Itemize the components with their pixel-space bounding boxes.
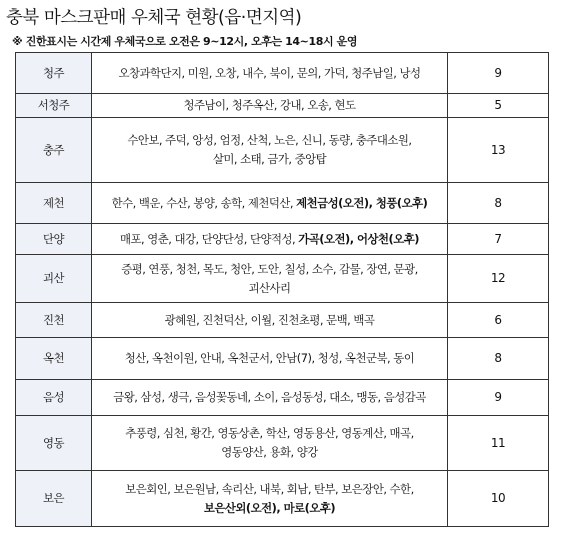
offices-cell (92, 183, 448, 224)
count-cell: 13 (448, 118, 549, 183)
offices-text: 보은회인, 보은원남, 속리산, 내북, 회남, 탄부, 보은장안, 수한, (125, 481, 414, 496)
offices-text: 금왕, 삼성, 생극, 음성꽃동네, 소이, 음성동성, 대소, 맹동, 음성감곡 (113, 390, 426, 404)
table-row (16, 380, 549, 416)
parttime-offices-text: 가곡(오전), 어상천(오후) (298, 231, 419, 246)
table-row (16, 118, 549, 183)
table-row (16, 338, 549, 380)
area-cell: 보은 (16, 471, 92, 527)
offices-text: 오창과학단지, 미원, 오창, 내수, 북이, 문의, 가덕, 청주남일, 낭성 (118, 65, 421, 80)
offices-line (94, 150, 445, 169)
area-cell: 단양 (16, 224, 92, 255)
offices-line (94, 349, 445, 368)
table-row (16, 53, 549, 94)
offices-cell (92, 94, 448, 118)
count-cell: 10 (448, 471, 549, 527)
offices-cell (92, 380, 448, 416)
offices-text: 증평, 연풍, 청천, 목도, 청안, 도안, 칠성, 소수, 감물, 장연, 문광, (121, 261, 418, 276)
offices-text: 매포, 영춘, 대강, 단양단성, 단양적성, (120, 231, 299, 246)
table-row (16, 255, 549, 303)
area-cell: 옥천 (16, 338, 92, 380)
count-cell: 9 (448, 380, 549, 416)
offices-line (94, 424, 445, 443)
offices-cell (92, 416, 448, 471)
offices-cell (92, 255, 448, 303)
offices-line (94, 499, 445, 518)
area-cell: 음성 (16, 380, 92, 416)
parttime-offices-text: 보은산외(오전), 마로(오후) (203, 500, 336, 515)
table-body (16, 53, 549, 527)
area-cell: 진천 (16, 303, 92, 338)
post-office-table (15, 52, 549, 527)
offices-text: 광혜원, 진천덕산, 이월, 진천초평, 문백, 백곡 (164, 312, 375, 327)
offices-line (94, 260, 445, 279)
offices-line (94, 194, 445, 213)
area-cell: 청주 (16, 53, 92, 94)
offices-cell (92, 118, 448, 183)
area-cell: 제천 (16, 183, 92, 224)
area-cell: 영동 (16, 416, 92, 471)
area-cell: 서청주 (16, 94, 92, 118)
offices-text: 한수, 백운, 수산, 봉양, 송학, 제천덕산, (111, 195, 297, 210)
offices-text: 청주남이, 청주옥산, 강내, 오송, 현도 (183, 98, 356, 112)
offices-text: 청산, 옥천이원, 안내, 옥천군서, 안남(7), 청성, 옥천군북, 동이 (124, 351, 415, 365)
offices-line (94, 311, 445, 330)
offices-line (94, 131, 445, 150)
offices-cell (92, 338, 448, 380)
offices-line (94, 230, 445, 249)
offices-text: 괴산사리 (248, 280, 291, 295)
offices-line (94, 96, 445, 115)
parttime-offices-text: 제천금성(오전), 청풍(오후) (296, 195, 428, 210)
page-title: 충북 마스크판매 우체국 현황(읍·면지역) (6, 8, 302, 28)
offices-line (94, 64, 445, 83)
offices-cell (92, 53, 448, 94)
table-row (16, 416, 549, 471)
offices-cell (92, 303, 448, 338)
count-cell: 8 (448, 338, 549, 380)
count-cell: 5 (448, 94, 549, 118)
table-row (16, 183, 549, 224)
count-cell: 8 (448, 183, 549, 224)
count-cell: 12 (448, 255, 549, 303)
offices-line (94, 279, 445, 298)
table-row (16, 303, 549, 338)
offices-text: 살미, 소태, 금가, 중앙탑 (212, 152, 327, 166)
offices-text: 추풍령, 심천, 황간, 영동상촌, 학산, 영동용산, 영동계산, 매곡, (125, 426, 414, 440)
offices-cell (92, 471, 448, 527)
table-row (16, 224, 549, 255)
offices-line (94, 388, 445, 407)
area-cell: 괴산 (16, 255, 92, 303)
count-cell: 11 (448, 416, 549, 471)
count-cell: 9 (448, 53, 549, 94)
offices-line (94, 480, 445, 499)
offices-text: 수안보, 주덕, 앙성, 엄정, 산척, 노은, 신니, 동량, 충주대소원, (127, 133, 412, 147)
count-cell: 7 (448, 224, 549, 255)
note-text: ※ 진한표시는 시간제 우체국으로 오전은 9~12시, 오후는 14~18시 운영 (12, 35, 358, 48)
offices-text: 영동양산, 용화, 양강 (221, 445, 318, 459)
table-row (16, 471, 549, 527)
offices-line (94, 443, 445, 462)
count-cell: 6 (448, 303, 549, 338)
offices-cell (92, 224, 448, 255)
area-cell: 충주 (16, 118, 92, 183)
table-row (16, 94, 549, 118)
